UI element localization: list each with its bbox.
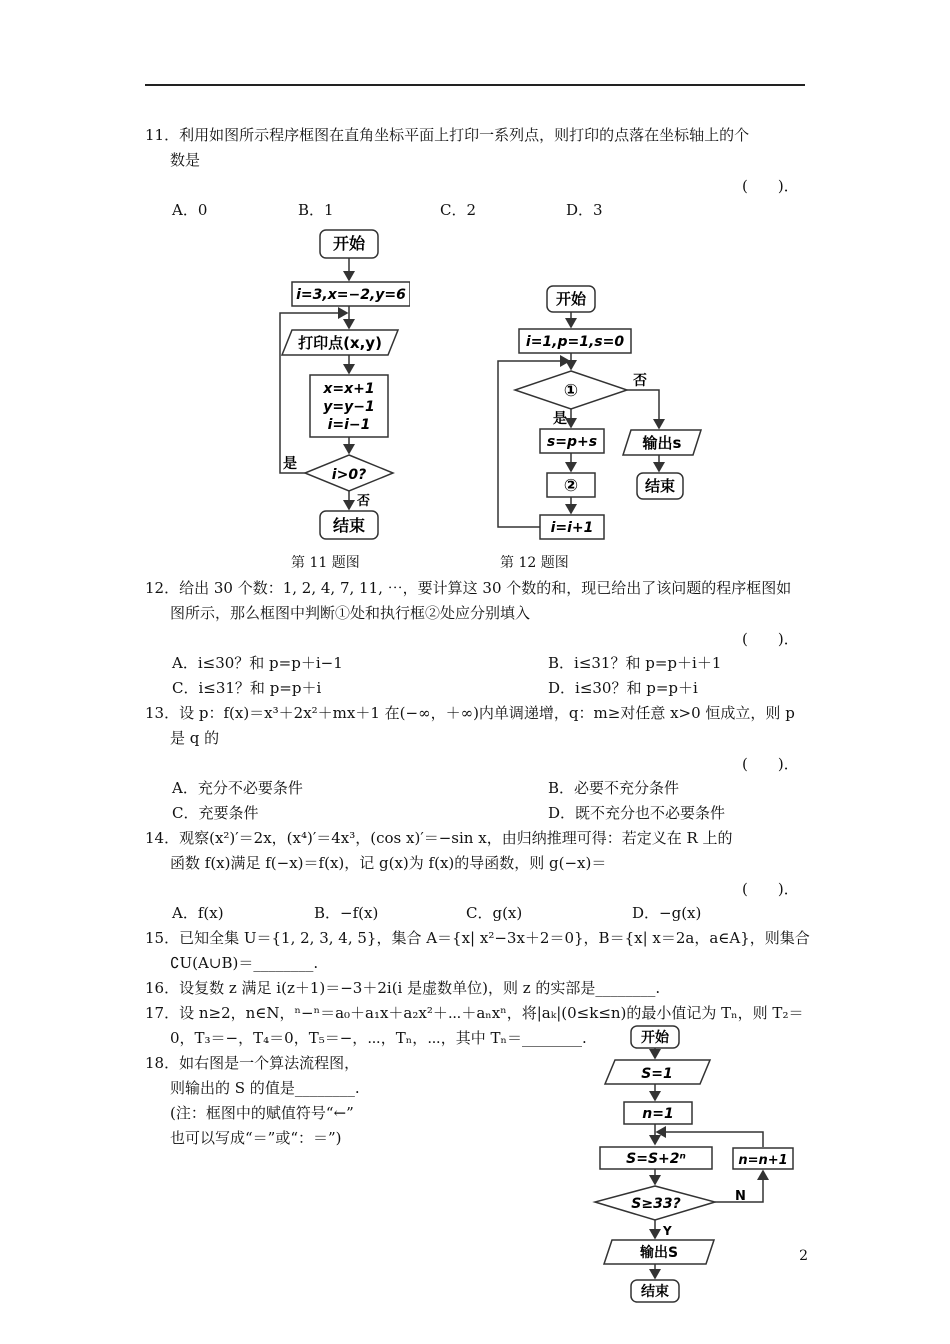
flowchart-q11 [270, 225, 410, 545]
fig11-step2: y=y−1 [323, 399, 375, 415]
fig12-start: 开始 [555, 290, 587, 308]
fig18-output: 输出S [639, 1245, 679, 1261]
q18-text-line1: 18．如右图是一个算法流程图， [145, 1054, 360, 1072]
fig11-step3: i=i−1 [327, 417, 371, 433]
q18-text-line4: 也可以写成“＝”或“：＝”) [170, 1129, 342, 1147]
q14-text-line1: 14．观察(x²)′＝2x，(x⁴)′＝4x³，(cos x)′＝−sin x，由归纳推理可得：若定义在 R 上的 [145, 829, 733, 847]
q13-option-b: B．必要不充分条件 [548, 779, 680, 797]
q12-option-d: D．i≤30？和 p=p＋i [548, 679, 698, 697]
fig11-init: i=3,x=−2,y=6 [296, 287, 406, 303]
q13-text-line2: 是 q 的 [170, 729, 220, 747]
fig12-output: 输出s [642, 434, 682, 452]
fig11-end: 结束 [332, 516, 366, 535]
q11-answer-bracket: ( )． [742, 177, 799, 195]
q11-text-line2: 数是 [170, 151, 201, 169]
fig12-assign: s=p+s [546, 434, 598, 450]
q11-text-line1: 11．利用如图所示程序框图在直角坐标平面上打印一系列点，则打印的点落在坐标轴上的个 [145, 126, 750, 144]
flowchart-q12 [495, 283, 715, 545]
fig12-cond: ① [563, 381, 579, 401]
q13-text-line1: 13．设 p：f(x)＝x³＋2x²＋mx＋1 在(−∞，＋∞)内单调递增，q：m≥对任意 x>0 恒成立，则 p [145, 704, 795, 722]
q13-option-c: C．充要条件 [172, 804, 259, 822]
fig11-print: 打印点(x,y) [298, 334, 382, 352]
fig18-inc: n=n+1 [738, 1153, 788, 1168]
q12-option-a: A．i≤30？和 p=p＋i−1 [172, 654, 343, 672]
q12-option-c: C．i≤31？和 p=p＋i [172, 679, 322, 697]
q16-text: 16．设复数 z 满足 i(z＋1)＝−3＋2i(i 是虚数单位)，则 z 的实部是________. [145, 979, 661, 997]
q14-option-c: C．g(x) [466, 904, 523, 922]
header-rule [145, 84, 805, 86]
fig12-yes-label: 是 [553, 411, 567, 427]
fig18-no-label: N [735, 1189, 746, 1204]
fig12-caption: 第 12 题图 [500, 555, 569, 571]
q18-text-line3: (注：框图中的赋值符号“←” [170, 1104, 354, 1122]
fig12-no-label: 否 [633, 373, 647, 389]
q11-option-d: D．3 [566, 201, 603, 219]
fig11-cond: i>0? [331, 467, 367, 483]
q15-text-line1: 15．已知全集 U＝{1, 2, 3, 4, 5}，集合 A＝{x| x²−3x＋2＝0}，B＝{x| x＝2a，a∈A}，则集合 [145, 929, 810, 947]
fig18-s1: S=1 [641, 1066, 673, 1082]
q14-option-b: B．−f(x) [314, 904, 379, 922]
q11-option-a: A．0 [172, 201, 208, 219]
fig12-end: 结束 [644, 477, 676, 495]
fig11-step1: x=x+1 [323, 381, 375, 397]
q14-text-line2: 函数 f(x)满足 f(−x)＝f(x)，记 g(x)为 f(x)的导函数，则 g(−x)＝ [170, 854, 607, 872]
fig18-n1: n=1 [642, 1106, 674, 1122]
fig12-init: i=1,p=1,s=0 [525, 334, 625, 350]
q17-text-line1: 17．设 n≥2，n∈N，ⁿ−ⁿ＝a₀＋a₁x＋a₂x²＋⋯＋aₙxⁿ，将|aₖ|(0≤k≤n)的最小值记为 Tₙ，则 T₂＝ [145, 1004, 804, 1022]
fig12-box2-label: ② [563, 476, 579, 496]
q13-option-d: D．既不充分也不必要条件 [548, 804, 726, 822]
q13-answer-bracket: ( )． [742, 755, 799, 773]
fig11-start: 开始 [332, 234, 366, 253]
q13-option-a: A．充分不必要条件 [172, 779, 303, 797]
q12-answer-bracket: ( )． [742, 630, 799, 648]
q12-text-line2: 图所示，那么框图中判断①处和执行框②处应分别填入 [170, 604, 531, 622]
q18-text-line2: 则输出的 S 的值是________. [170, 1079, 360, 1097]
page-number: 2 [799, 1248, 808, 1264]
fig11-no-label: 否 [357, 494, 371, 509]
fig18-yes-label: Y [663, 1224, 672, 1238]
fig11-yes-label: 是 [283, 456, 297, 472]
fig11-caption: 第 11 题图 [291, 555, 360, 571]
fig18-end: 结束 [641, 1284, 669, 1300]
q14-answer-bracket: ( )． [742, 880, 799, 898]
flowchart-q18 [590, 1022, 800, 1306]
q14-option-a: A．f(x) [172, 904, 224, 922]
fig18-cond: S≥33? [631, 1196, 681, 1212]
fig18-update: S=S+2ⁿ [626, 1151, 686, 1167]
q11-option-c: C．2 [440, 201, 477, 219]
q12-text-line1: 12．给出 30 个数：1, 2, 4, 7, 11, ⋯，要计算这 30 个数的和，现已给出了该问题的程序框图如 [145, 579, 792, 597]
q15-text-line2: ∁U(A∪B)＝________. [170, 954, 319, 972]
q14-option-d: D．−g(x) [632, 904, 702, 922]
q11-option-b: B．1 [298, 201, 334, 219]
q17-text-line2: 0，T₃＝−，T₄＝0，T₅＝−，⋯，Tₙ，⋯，其中 Tₙ＝________. [170, 1029, 587, 1047]
q12-option-b: B．i≤31？和 p=p＋i＋1 [548, 654, 722, 672]
fig12-inc: i=i+1 [550, 520, 594, 536]
fig18-start: 开始 [641, 1030, 669, 1046]
